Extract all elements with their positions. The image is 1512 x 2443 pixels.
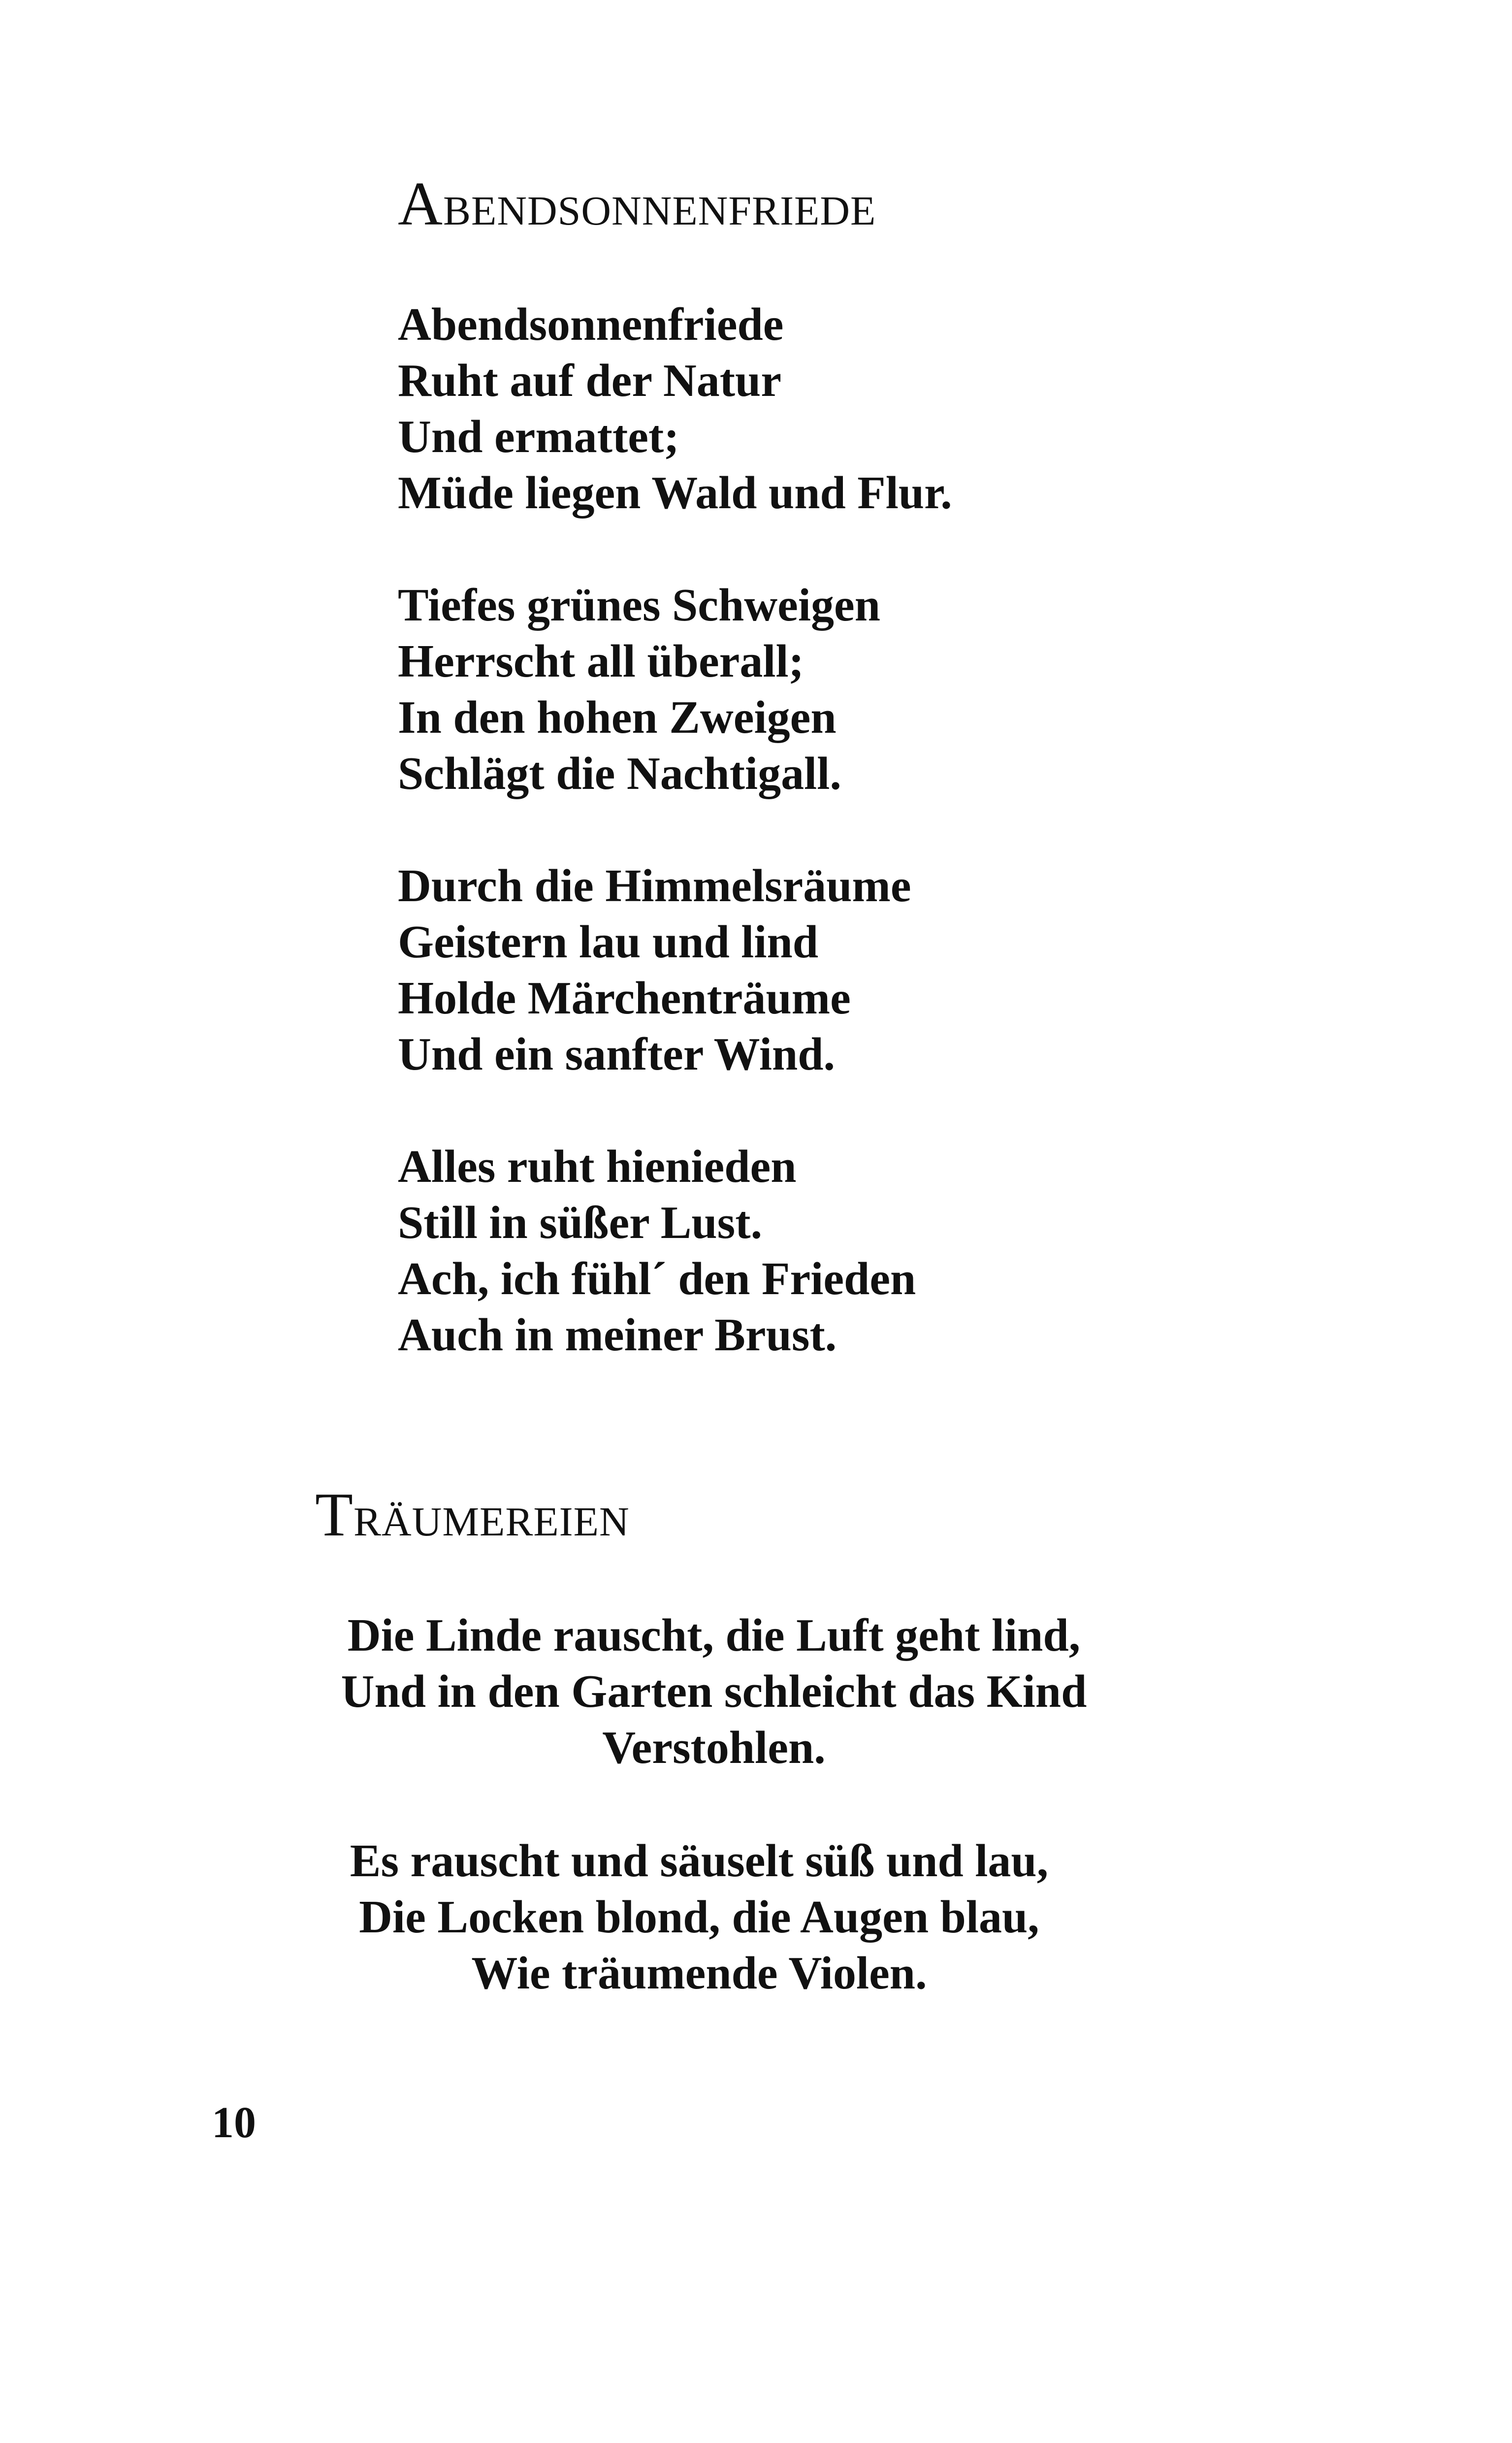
poem-title-text xyxy=(315,1481,1152,1549)
verse-line: Ach, ich fühl´ den Frieden xyxy=(398,1253,916,1304)
verse-line: In den hohen Zweigen xyxy=(398,692,836,743)
title-rest: BENDSONNENFRIEDE xyxy=(443,188,876,234)
verse-line: Still in süßer Lust. xyxy=(398,1197,763,1248)
verse-line: Und ein sanfter Wind. xyxy=(398,1029,836,1080)
stanza-1 xyxy=(315,1607,1152,1776)
verse-line: Tiefes grünes Schweigen xyxy=(398,580,881,631)
stanza-4 xyxy=(398,1139,1136,1363)
verse-line: Ruht auf der Natur xyxy=(398,355,782,406)
stanza-1 xyxy=(398,296,1136,521)
title-rest: RÄUMEREIEN xyxy=(353,1499,630,1545)
stanza-3 xyxy=(398,858,1136,1082)
poem-title xyxy=(398,170,1136,238)
poem-title xyxy=(315,1481,1152,1549)
poem-abendsonnenfriede xyxy=(398,170,1136,1363)
verse-line: Müde liegen Wald und Flur. xyxy=(398,467,952,519)
verse-line: Schlägt die Nachtigall. xyxy=(398,748,841,799)
verse-line: Und in den Garten schleicht das Kind xyxy=(341,1666,1087,1717)
page-number: 10 xyxy=(212,2098,256,2147)
stanza-list xyxy=(315,1607,1152,2001)
stanza-2 xyxy=(315,1833,1152,2001)
verse-line: Die Linde rauscht, die Luft geht lind, xyxy=(347,1610,1081,1661)
stanza-list xyxy=(398,296,1136,1363)
title-initial: T xyxy=(315,1481,354,1549)
verse-line: Wie träumende Violen. xyxy=(471,1948,927,1999)
verse-line: Es rauscht und säuselt süß und lau, xyxy=(350,1835,1049,1887)
verse-line: Herrscht all überall; xyxy=(398,636,804,687)
poem-title-text xyxy=(398,170,1136,238)
verse-line: Und ermattet; xyxy=(398,411,679,462)
poem-traeumereien xyxy=(315,1481,1152,2001)
verse-line: Durch die Himmelsräume xyxy=(398,860,911,912)
verse-line: Abendsonnenfriede xyxy=(398,299,784,350)
verse-line: Holde Märchenträume xyxy=(398,973,851,1024)
stanza-2 xyxy=(398,577,1136,802)
verse-line: Die Locken blond, die Augen blau, xyxy=(359,1891,1039,1943)
verse-line: Geistern lau und lind xyxy=(398,916,819,968)
verse-line: Auch in meiner Brust. xyxy=(398,1309,837,1361)
title-initial: A xyxy=(398,170,443,238)
verse-line: Verstohlen. xyxy=(602,1722,826,1773)
verse-line: Alles ruht hienieden xyxy=(398,1141,797,1192)
